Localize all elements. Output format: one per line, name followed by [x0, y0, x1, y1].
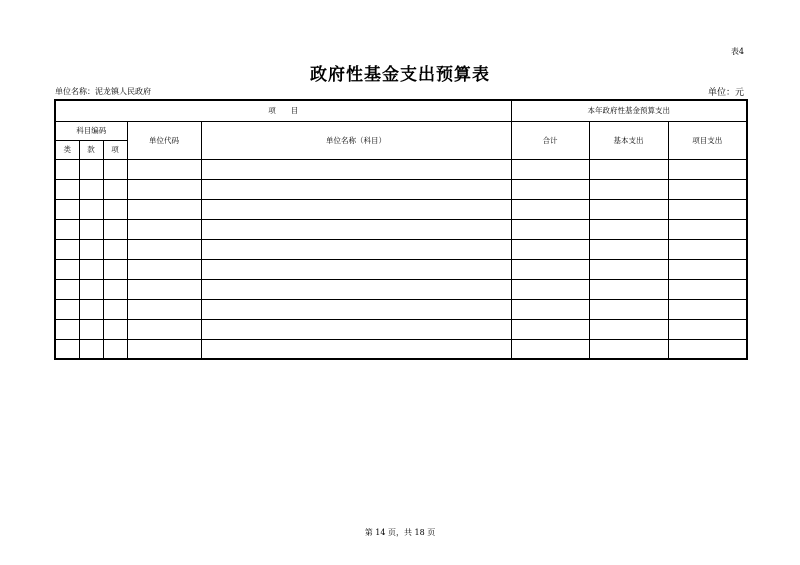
table-cell — [127, 259, 201, 279]
table-cell — [55, 299, 79, 319]
table-cell — [201, 239, 511, 259]
table-cell — [201, 319, 511, 339]
table-row — [55, 239, 747, 259]
table-cell — [589, 219, 668, 239]
page-footer: 第 14 页，共 18 页 — [364, 528, 436, 537]
table-cell — [103, 219, 127, 239]
table-cell — [127, 279, 201, 299]
header-xiang: 项 — [103, 140, 127, 159]
header-kuan: 款 — [79, 140, 103, 159]
table-cell — [79, 279, 103, 299]
table-cell — [511, 179, 589, 199]
table-row — [55, 339, 747, 359]
table-cell — [511, 259, 589, 279]
budget-table — [54, 99, 748, 360]
table-cell — [103, 239, 127, 259]
table-cell — [79, 159, 103, 179]
header-basic-expenditure: 基本支出 — [589, 121, 668, 159]
table-cell — [589, 179, 668, 199]
header-unit-code: 单位代码 — [127, 121, 201, 159]
table-cell — [668, 219, 747, 239]
header-project-expenditure: 项目支出 — [668, 121, 747, 159]
table-cell — [55, 199, 79, 219]
table-number-label: 表4 — [730, 47, 744, 56]
unit-name-label: 单位名称：泥龙镇人民政府 — [55, 87, 151, 96]
table-cell — [103, 179, 127, 199]
header-total: 合计 — [511, 121, 589, 159]
table-cell — [668, 199, 747, 219]
table-cell — [79, 259, 103, 279]
table-cell — [668, 239, 747, 259]
table-cell — [511, 279, 589, 299]
table-cell — [201, 279, 511, 299]
table-cell — [668, 339, 747, 359]
table-cell — [127, 219, 201, 239]
table-cell — [127, 319, 201, 339]
table-cell — [103, 199, 127, 219]
table-cell — [79, 299, 103, 319]
table-row — [55, 299, 747, 319]
table-row — [55, 199, 747, 219]
table-cell — [201, 299, 511, 319]
table-cell — [103, 159, 127, 179]
table-cell — [127, 199, 201, 219]
table-cell — [55, 179, 79, 199]
table-cell — [103, 319, 127, 339]
table-cell — [589, 159, 668, 179]
table-cell — [589, 299, 668, 319]
table-cell — [55, 239, 79, 259]
table-cell — [103, 299, 127, 319]
table-cell — [668, 179, 747, 199]
table-cell — [201, 159, 511, 179]
table-cell — [79, 219, 103, 239]
table-cell — [201, 199, 511, 219]
table-cell — [103, 279, 127, 299]
header-project: 项 目 — [55, 100, 511, 121]
currency-unit-label: 单位：元 — [707, 88, 744, 98]
header-lei: 类 — [55, 140, 79, 159]
table-cell — [79, 319, 103, 339]
page-title: 政府性基金支出预算表 — [310, 65, 490, 85]
table-cell — [79, 239, 103, 259]
table-cell — [55, 319, 79, 339]
header-subject-code: 科目编码 — [55, 121, 127, 140]
table-cell — [127, 339, 201, 359]
table-cell — [55, 339, 79, 359]
table-cell — [511, 159, 589, 179]
table-cell — [668, 299, 747, 319]
table-row — [55, 319, 747, 339]
table-cell — [79, 339, 103, 359]
table-cell — [55, 159, 79, 179]
table-cell — [79, 179, 103, 199]
table-cell — [511, 239, 589, 259]
table-cell — [589, 279, 668, 299]
table-cell — [589, 259, 668, 279]
table-cell — [127, 179, 201, 199]
table-cell — [79, 199, 103, 219]
table-cell — [103, 259, 127, 279]
table-cell — [668, 279, 747, 299]
table-cell — [668, 159, 747, 179]
table-cell — [511, 319, 589, 339]
table-row — [55, 159, 747, 179]
table-cell — [589, 199, 668, 219]
table-row — [55, 279, 747, 299]
table-cell — [201, 179, 511, 199]
table-cell — [589, 319, 668, 339]
table-cell — [511, 339, 589, 359]
table-cell — [511, 199, 589, 219]
table-cell — [55, 219, 79, 239]
table-row — [55, 179, 747, 199]
table-cell — [127, 159, 201, 179]
header-budget-expenditure: 本年政府性基金预算支出 — [511, 100, 747, 121]
table-cell — [55, 259, 79, 279]
table-cell — [511, 219, 589, 239]
table-cell — [511, 299, 589, 319]
table-cell — [201, 339, 511, 359]
table-row — [55, 259, 747, 279]
table-cell — [103, 339, 127, 359]
header-unit-name: 单位名称（科目） — [201, 121, 511, 159]
table-cell — [201, 259, 511, 279]
table-cell — [127, 239, 201, 259]
table-row — [55, 219, 747, 239]
table-cell — [127, 299, 201, 319]
table-cell — [55, 279, 79, 299]
table-cell — [201, 219, 511, 239]
table-cell — [589, 239, 668, 259]
table-cell — [668, 319, 747, 339]
table-cell — [668, 259, 747, 279]
table-cell — [589, 339, 668, 359]
